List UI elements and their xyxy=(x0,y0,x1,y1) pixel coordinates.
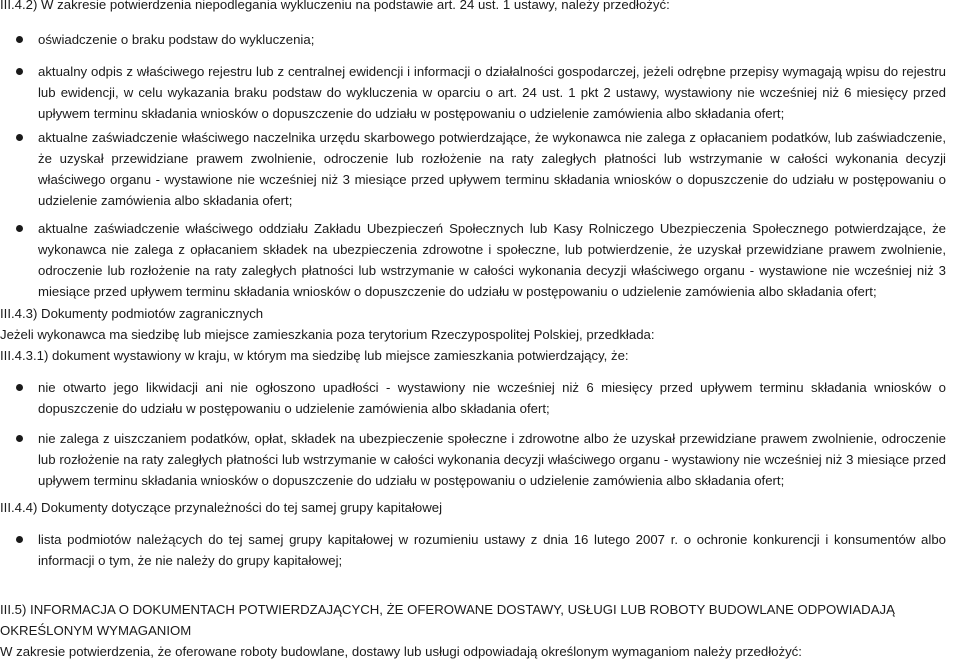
bullet-icon xyxy=(16,384,23,391)
section-heading-iii-4-4: III.4.4) Dokumenty dotyczące przynależności do tej samej grupy kapitałowej xyxy=(0,500,442,515)
list-item: lista podmiotów należących do tej samej grupy kapitałowej w rozumieniu ustawy z dnia 16 lutego 2007 r. o ochronie konkurencji i konsumentów albo informacji o tym, że nie należy do grupy kapitałowej; xyxy=(38,532,946,568)
bullet-icon xyxy=(16,225,23,232)
section-heading-iii-5: III.5) INFORMACJA O DOKUMENTACH POTWIERDZAJĄCYCH, ŻE OFEROWANE DOSTAWY, USŁUGI LUB ROBOTY BUDOWLANE ODPOWIADAJĄ OKREŚLONYM WYMAGANIOM xyxy=(0,602,895,638)
sub-heading-iii-4-3-1: III.4.3.1) dokument wystawiony w kraju, w którym ma siedzibę lub miejsce zamieszkania potwierdzający, że: xyxy=(0,348,629,363)
bullet-icon xyxy=(16,36,23,43)
list-item: aktualne zaświadczenie właściwego naczelnika urzędu skarbowego potwierdzające, że wykonawca nie zalega z opłacaniem podatków, lub zaświadczenie, że uzyskał przewidziane prawem zwolnienie, odroczenie lub rozłożenie na raty zaległych płatności lub wstrzymanie w całości wykonania decyzji właściwego organu - wystawione nie wcześniej niż 3 miesiące przed upływem terminu składania wniosków o dopuszczenie do udziału w postępowaniu o udzielenie zamówienia albo składania ofert; xyxy=(38,130,946,208)
list-item: nie otwarto jego likwidacji ani nie ogłoszono upadłości - wystawiony nie wcześniej niż 6 miesięcy przed upływem terminu składania wniosków o dopuszczenie do udziału w postępowaniu o udzielenie zamówienia albo składania ofert; xyxy=(38,380,946,416)
section-intro: W zakresie potwierdzenia, że oferowane roboty budowlane, dostawy lub usługi odpowiadają określonym wymaganiom należy przedłożyć: xyxy=(0,644,802,659)
bullet-icon xyxy=(16,536,23,543)
list-item: nie zalega z uiszczaniem podatków, opłat, składek na ubezpieczenie społeczne i zdrowotne albo że uzyskał przewidziane prawem zwolnienie, odroczenie lub rozłożenie na raty zaległych płatności lub wstrzymanie w całości wykonania decyzji właściwego organu - wystawiony nie wcześniej niż 3 miesiące przed upływem terminu składania wniosków o dopuszczenie do udziału w postępowaniu o udzielenie zamówienia albo składania ofert; xyxy=(38,431,946,488)
list-item: aktualny odpis z właściwego rejestru lub z centralnej ewidencji i informacji o działalności gospodarczej, jeżeli odrębne przepisy wymagają wpisu do rejestru lub ewidencji, w celu wykazania braku podstaw do wykluczenia w oparciu o art. 24 ust. 1 pkt 2 ustawy, wystawiony nie wcześniej niż 6 miesięcy przed upływem terminu składania wniosków o dopuszczenie do udziału w postępowaniu o udzielenie zamówienia albo składania ofert; xyxy=(38,64,946,121)
section-intro: Jeżeli wykonawca ma siedzibę lub miejsce zamieszkania poza terytorium Rzeczypospolitej Polskiej, przedkłada: xyxy=(0,327,655,342)
list-item: aktualne zaświadczenie właściwego oddziału Zakładu Ubezpieczeń Społecznych lub Kasy Rolniczego Ubezpieczenia Społecznego potwierdzające, że wykonawca nie zalega z opłacaniem składek na ubezpieczenia zdrowotne i społeczne, lub potwierdzenie, że uzyskał przewidziane prawem zwolnienie, odroczenie lub rozłożenie na raty zaległych płatności lub wstrzymanie w całości wykonania decyzji właściwego organu - wystawione nie wcześniej niż 3 miesiące przed upływem terminu składania wniosków o dopuszczenie do udziału w postępowaniu o udzielenie zamówienia albo składania ofert; xyxy=(38,221,946,299)
bullet-icon xyxy=(16,134,23,141)
list-item: oświadczenie o braku podstaw do wykluczenia; xyxy=(38,32,315,47)
section-heading-iii-4-2: III.4.2) W zakresie potwierdzenia niepodlegania wykluczeniu na podstawie art. 24 ust. 1 ustawy, należy przedłożyć: xyxy=(0,0,670,12)
bullet-icon xyxy=(16,68,23,75)
section-heading-iii-4-3: III.4.3) Dokumenty podmiotów zagranicznych xyxy=(0,306,264,321)
bullet-icon xyxy=(16,435,23,442)
